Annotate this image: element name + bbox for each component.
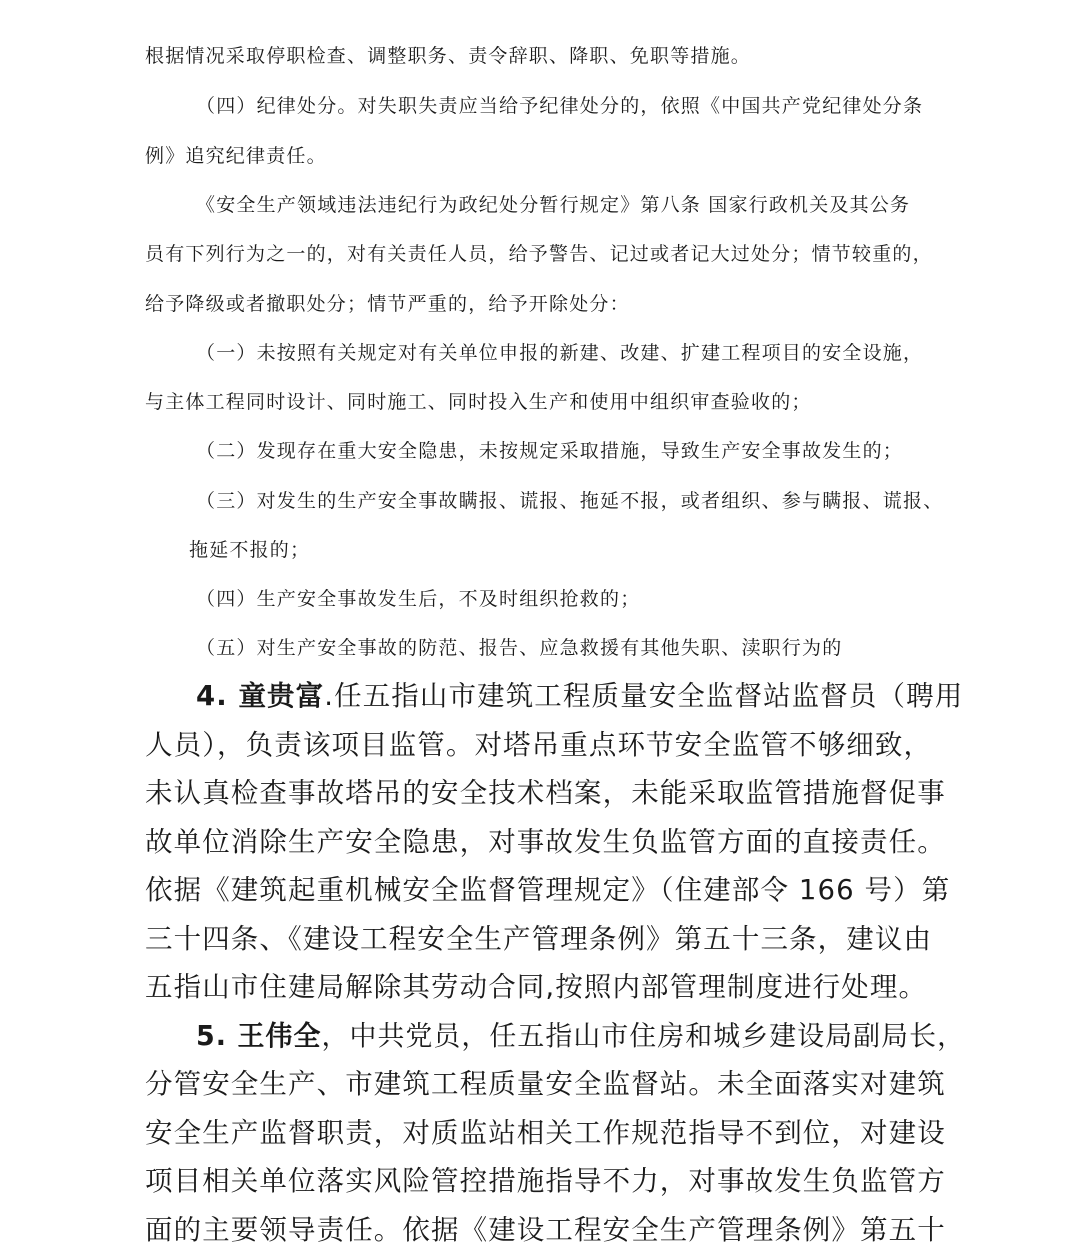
item-5-heading-line xyxy=(196,1013,965,1053)
text-line: 人员），负责该项目监管。对塔吊重点环节安全监管不够细致， xyxy=(145,729,933,761)
text-line: 员有下列行为之一的，对有关责任人员，给予警告、记过或者记大过处分；情节较重的， xyxy=(145,243,933,265)
text-line: 拖延不报的； xyxy=(189,539,311,561)
text-line: 依据《建筑起重机械安全监督管理规定》（住建部令 166 号）第 xyxy=(145,874,951,906)
person-name: 5. 王伟全 xyxy=(196,1020,322,1052)
text-line: 三十四条、《建设工程安全生产管理条例》第五十三条，建议由 xyxy=(145,923,933,955)
text-line: 故单位消除生产安全隐患，对事故发生负监管方面的直接责任。 xyxy=(145,826,946,858)
item-4-heading-line xyxy=(196,673,963,713)
text-line: 例》追究纪律责任。 xyxy=(145,145,327,167)
text-line: 与主体工程同时设计、同时施工、同时投入生产和使用中组织审查验收的； xyxy=(145,391,812,413)
text-line: 分管安全生产、市建筑工程质量安全监督站。未全面落实对建筑 xyxy=(145,1068,946,1100)
person-name: 4. 童贵富 xyxy=(196,680,325,712)
text-line: （一）未按照有关规定对有关单位申报的新建、改建、扩建工程项目的安全设施， xyxy=(196,342,924,364)
text-line: 面的主要领导责任。依据《建设工程安全生产管理条例》第五十 xyxy=(145,1214,946,1246)
text-line: （四）纪律处分。对失职失责应当给予纪律处分的，依照《中国共产党纪律处分条 xyxy=(196,95,924,117)
text-line: .任五指山市建筑工程质量安全监督站监督员（聘用 xyxy=(324,680,964,712)
text-line: （二）发现存在重大安全隐患，未按规定采取措施，导致生产安全事故发生的； xyxy=(196,440,904,462)
text-line: 项目相关单位落实风险管控措施指导不力，对事故发生负监管方 xyxy=(145,1165,946,1197)
text-line: 给予降级或者撤职处分；情节严重的，给予开除处分： xyxy=(145,293,630,315)
text-line: （五）对生产安全事故的防范、报告、应急救援有其他失职、渎职行为的 xyxy=(196,637,843,659)
text-line: 《安全生产领域违法违纪行为政纪处分暂行规定》第八条 国家行政机关及其公务 xyxy=(196,194,911,216)
text-line: （三）对发生的生产安全事故瞒报、谎报、拖延不报，或者组织、参与瞒报、谎报、 xyxy=(196,490,944,512)
text-line: ，中共党员，任五指山市住房和城乡建设局副局长， xyxy=(321,1020,966,1052)
text-line: 五指山市住建局解除其劳动合同,按照内部管理制度进行处理。 xyxy=(145,971,928,1003)
text-line: （四）生产安全事故发生后，不及时组织抢救的； xyxy=(196,588,641,610)
text-line: 根据情况采取停职检查、调整职务、责令辞职、降职、免职等措施。 xyxy=(145,45,752,67)
text-line: 安全生产监督职责，对质监站相关工作规范指导不到位，对建设 xyxy=(145,1117,946,1149)
text-line: 未认真检查事故塔吊的安全技术档案，未能采取监管措施督促事 xyxy=(145,777,946,809)
